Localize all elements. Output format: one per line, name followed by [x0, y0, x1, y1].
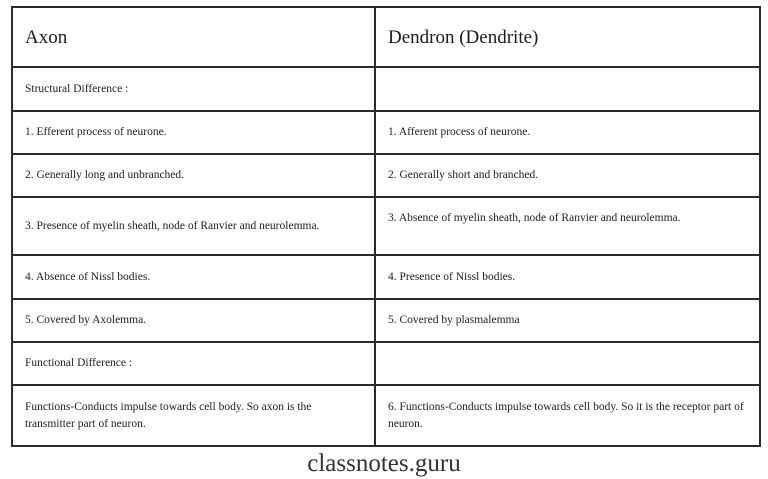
table-row	[12, 111, 760, 154]
axon-cell: Functional Difference :	[12, 342, 375, 385]
column-header-axon: Axon	[12, 7, 375, 67]
table-row	[12, 197, 760, 255]
axon-cell: 2. Generally long and unbranched.	[12, 154, 375, 197]
dendron-cell	[375, 67, 760, 111]
axon-cell: 4. Absence of Nissl bodies.	[12, 255, 375, 299]
table-row	[12, 342, 760, 385]
dendron-cell: 2. Generally short and branched.	[375, 154, 760, 197]
axon-cell: 3. Presence of myelin sheath, node of Ranvier and neurolemma.	[12, 197, 375, 255]
axon-cell: Structural Difference :	[12, 67, 375, 111]
table-row	[12, 299, 760, 342]
dendron-cell: 6. Functions-Conducts impulse towards cell body. So it is the receptor part of neuron.	[375, 385, 760, 446]
site-watermark: classnotes.guru	[307, 450, 461, 477]
table-row	[12, 67, 760, 111]
table-row	[12, 154, 760, 197]
comparison-table	[11, 6, 761, 447]
table-row	[12, 255, 760, 299]
column-header-dendron: Dendron (Dendrite)	[375, 7, 760, 67]
dendron-cell: 5. Covered by plasmalemma	[375, 299, 760, 342]
axon-cell: Functions-Conducts impulse towards cell body. So axon is the transmitter part of neuron.	[12, 385, 375, 446]
dendron-cell	[375, 342, 760, 385]
dendron-cell: 3. Absence of myelin sheath, node of Ranvier and neurolemma.	[375, 197, 760, 255]
axon-cell: 1. Efferent process of neurone.	[12, 111, 375, 154]
axon-cell: 5. Covered by Axolemma.	[12, 299, 375, 342]
table-row	[12, 385, 760, 446]
dendron-cell: 1. Afferent process of neurone.	[375, 111, 760, 154]
table-header-row	[12, 7, 760, 67]
dendron-cell: 4. Presence of Nissl bodies.	[375, 255, 760, 299]
